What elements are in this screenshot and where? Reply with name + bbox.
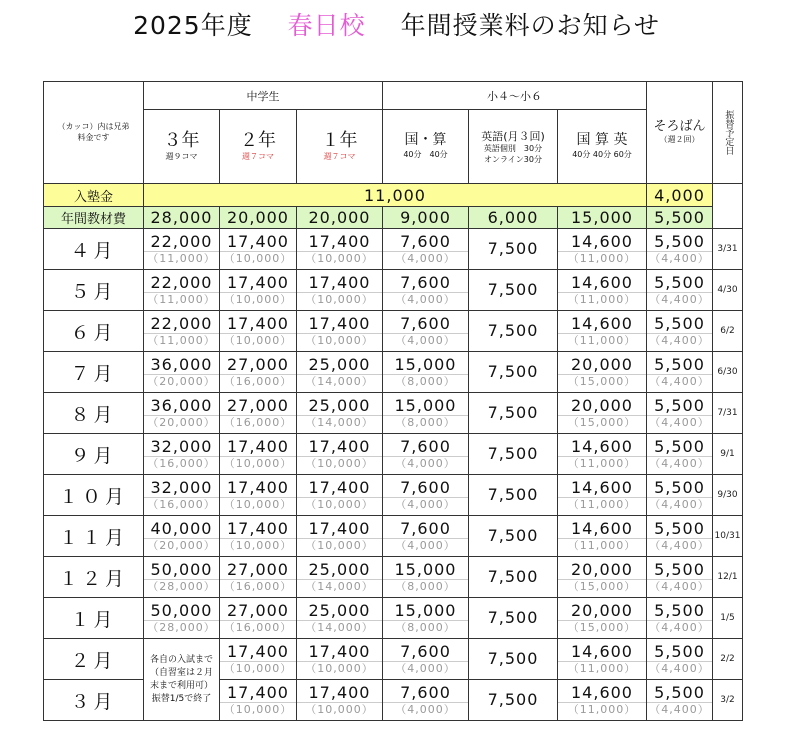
price-cell: 7,600 （4,000） — [383, 516, 469, 557]
price-cell: 20,000 （15,000） — [558, 598, 647, 639]
price-cell: 5,500 （4,400） — [647, 598, 713, 639]
furikae-blank — [713, 184, 743, 229]
price-cell: 5,500 （4,400） — [647, 639, 713, 680]
price-cell: 5,500 （4,400） — [647, 557, 713, 598]
price-cell: 5,500 （4,400） — [647, 516, 713, 557]
price-cell: 5,500 （4,400） — [647, 434, 713, 475]
price-cell: 5,500 （4,400） — [647, 270, 713, 311]
furikae-date: 9/1 — [713, 434, 743, 475]
month-label: ４月 — [44, 229, 144, 270]
price-cell: 17,400 （10,000） — [220, 639, 297, 680]
price-cell: 7,600 （4,000） — [383, 434, 469, 475]
price-cell: 14,600 （11,000） — [558, 639, 647, 680]
eigo-price: 7,500 — [469, 434, 558, 475]
price-cell: 22,000 （11,000） — [144, 311, 220, 352]
header-kokusanei: 国 算 英 40分 40分 60分 — [558, 110, 647, 184]
g3-note: 各自の入試まで（自習室は２月末まで利用可）振替1/5で終了 — [144, 639, 220, 721]
price-cell: 5,500 （4,400） — [647, 311, 713, 352]
materials-value: 6,000 — [469, 207, 558, 229]
price-cell: 7,600 （4,000） — [383, 680, 469, 721]
price-cell: 17,400 （10,000） — [297, 434, 383, 475]
furikae-date: 10/31 — [713, 516, 743, 557]
price-cell: 14,600 （11,000） — [558, 270, 647, 311]
price-cell: 14,600 （11,000） — [558, 475, 647, 516]
price-cell: 5,500 （4,400） — [647, 475, 713, 516]
price-cell: 36,000 （20,000） — [144, 352, 220, 393]
price-cell: 5,500 （4,400） — [647, 680, 713, 721]
month-row — [44, 434, 743, 475]
month-label: １２月 — [44, 557, 144, 598]
furikae-date: 2/2 — [713, 639, 743, 680]
price-cell: 7,600 （4,000） — [383, 311, 469, 352]
price-cell: 7,600 （4,000） — [383, 639, 469, 680]
header-furikae: 振替予定日 — [713, 82, 743, 184]
price-cell: 17,400 （10,000） — [220, 270, 297, 311]
price-cell: 17,400 （10,000） — [297, 270, 383, 311]
price-cell: 7,600 （4,000） — [383, 475, 469, 516]
price-cell: 17,400 （10,000） — [220, 516, 297, 557]
header-soroban: そろばん （週２回） — [647, 82, 713, 184]
price-cell: 17,400 （10,000） — [297, 311, 383, 352]
price-cell: 25,000 （14,000） — [297, 352, 383, 393]
eigo-price: 7,500 — [469, 475, 558, 516]
furikae-date: 9/30 — [713, 475, 743, 516]
price-cell: 50,000 （28,000） — [144, 557, 220, 598]
materials-value: 20,000 — [297, 207, 383, 229]
price-cell: 17,400 （10,000） — [297, 516, 383, 557]
price-cell: 14,600 （11,000） — [558, 434, 647, 475]
price-cell: 14,600 （11,000） — [558, 311, 647, 352]
eigo-price: 7,500 — [469, 516, 558, 557]
month-label: １１月 — [44, 516, 144, 557]
materials-label: 年間教材費 — [44, 207, 144, 229]
furikae-date: 4/30 — [713, 270, 743, 311]
price-cell: 17,400 （10,000） — [297, 229, 383, 270]
price-cell: 27,000 （16,000） — [220, 598, 297, 639]
month-row — [44, 270, 743, 311]
month-row — [44, 311, 743, 352]
title-school: 春日校 — [287, 11, 366, 40]
entrance-soroban: 4,000 — [647, 184, 713, 207]
eigo-price: 7,500 — [469, 393, 558, 434]
materials-value: 15,000 — [558, 207, 647, 229]
month-label: ８月 — [44, 393, 144, 434]
header-note: （カッコ）内は兄弟料金です — [44, 82, 144, 184]
price-cell: 5,500 （4,400） — [647, 393, 713, 434]
price-cell: 17,400 （10,000） — [220, 229, 297, 270]
month-row — [44, 598, 743, 639]
materials-value: 5,500 — [647, 207, 713, 229]
furikae-date: 12/1 — [713, 557, 743, 598]
price-cell: 17,400 （10,000） — [297, 475, 383, 516]
price-cell: 36,000 （20,000） — [144, 393, 220, 434]
eigo-price: 7,500 — [469, 680, 558, 721]
header-g1: １年 週７コマ — [297, 110, 383, 184]
month-label: ５月 — [44, 270, 144, 311]
price-cell: 25,000 （14,000） — [297, 557, 383, 598]
price-cell: 15,000 （8,000） — [383, 352, 469, 393]
price-cell: 17,400 （10,000） — [220, 311, 297, 352]
month-label: ７月 — [44, 352, 144, 393]
price-cell: 27,000 （16,000） — [220, 393, 297, 434]
header-chugaku: 中学生 — [144, 82, 383, 110]
price-cell: 5,500 （4,400） — [647, 229, 713, 270]
month-label: ６月 — [44, 311, 144, 352]
price-cell: 15,000 （8,000） — [383, 598, 469, 639]
price-cell: 17,400 （10,000） — [220, 680, 297, 721]
materials-value: 20,000 — [220, 207, 297, 229]
furikae-date: 3/2 — [713, 680, 743, 721]
price-cell: 25,000 （14,000） — [297, 393, 383, 434]
header-kokusan: 国・算 40分 40分 — [383, 110, 469, 184]
eigo-price: 7,500 — [469, 270, 558, 311]
price-cell: 17,400 （10,000） — [220, 434, 297, 475]
tuition-table — [43, 81, 743, 721]
furikae-date: 3/31 — [713, 229, 743, 270]
price-cell: 27,000 （16,000） — [220, 352, 297, 393]
price-cell: 14,600 （11,000） — [558, 680, 647, 721]
month-label: ９月 — [44, 434, 144, 475]
eigo-price: 7,500 — [469, 352, 558, 393]
price-cell: 7,600 （4,000） — [383, 270, 469, 311]
month-label: １０月 — [44, 475, 144, 516]
month-row — [44, 352, 743, 393]
price-cell: 27,000 （16,000） — [220, 557, 297, 598]
price-cell: 20,000 （15,000） — [558, 352, 647, 393]
month-row — [44, 639, 743, 680]
month-row — [44, 516, 743, 557]
price-cell: 20,000 （15,000） — [558, 557, 647, 598]
price-cell: 14,600 （11,000） — [558, 516, 647, 557]
month-row — [44, 475, 743, 516]
month-row — [44, 557, 743, 598]
entrance-label: 入塾金 — [44, 184, 144, 207]
price-cell: 20,000 （15,000） — [558, 393, 647, 434]
furikae-date: 6/30 — [713, 352, 743, 393]
month-label: ３月 — [44, 680, 144, 721]
month-label: ２月 — [44, 639, 144, 680]
title-year: 2025年度 — [133, 11, 253, 40]
price-cell: 17,400 （10,000） — [220, 475, 297, 516]
header-shogaku: 小４～小６ — [383, 82, 647, 110]
eigo-price: 7,500 — [469, 311, 558, 352]
price-cell: 22,000 （11,000） — [144, 270, 220, 311]
month-label: １月 — [44, 598, 144, 639]
price-cell: 5,500 （4,400） — [647, 352, 713, 393]
price-cell: 15,000 （8,000） — [383, 557, 469, 598]
materials-value: 28,000 — [144, 207, 220, 229]
furikae-date: 6/2 — [713, 311, 743, 352]
header-g2: ２年 週７コマ — [220, 110, 297, 184]
header-eigo: 英語(月３回) 英語個別 30分 オンライン30分 — [469, 110, 558, 184]
furikae-date: 7/31 — [713, 393, 743, 434]
materials-value: 9,000 — [383, 207, 469, 229]
month-row — [44, 229, 743, 270]
furikae-date: 1/5 — [713, 598, 743, 639]
eigo-price: 7,500 — [469, 557, 558, 598]
price-cell: 22,000 （11,000） — [144, 229, 220, 270]
eigo-price: 7,500 — [469, 229, 558, 270]
page-title — [0, 6, 793, 42]
title-rest: 年間授業料のお知らせ — [400, 11, 660, 40]
header-g3: ３年 週９コマ — [144, 110, 220, 184]
month-row — [44, 393, 743, 434]
eigo-price: 7,500 — [469, 598, 558, 639]
price-cell: 32,000 （16,000） — [144, 475, 220, 516]
entrance-value: 11,000 — [144, 184, 647, 207]
price-cell: 17,400 （10,000） — [297, 639, 383, 680]
price-cell: 7,600 （4,000） — [383, 229, 469, 270]
eigo-price: 7,500 — [469, 639, 558, 680]
price-cell: 25,000 （14,000） — [297, 598, 383, 639]
price-cell: 17,400 （10,000） — [297, 680, 383, 721]
price-cell: 40,000 （20,000） — [144, 516, 220, 557]
price-cell: 50,000 （28,000） — [144, 598, 220, 639]
price-cell: 32,000 （16,000） — [144, 434, 220, 475]
price-cell: 14,600 （11,000） — [558, 229, 647, 270]
price-cell: 15,000 （8,000） — [383, 393, 469, 434]
